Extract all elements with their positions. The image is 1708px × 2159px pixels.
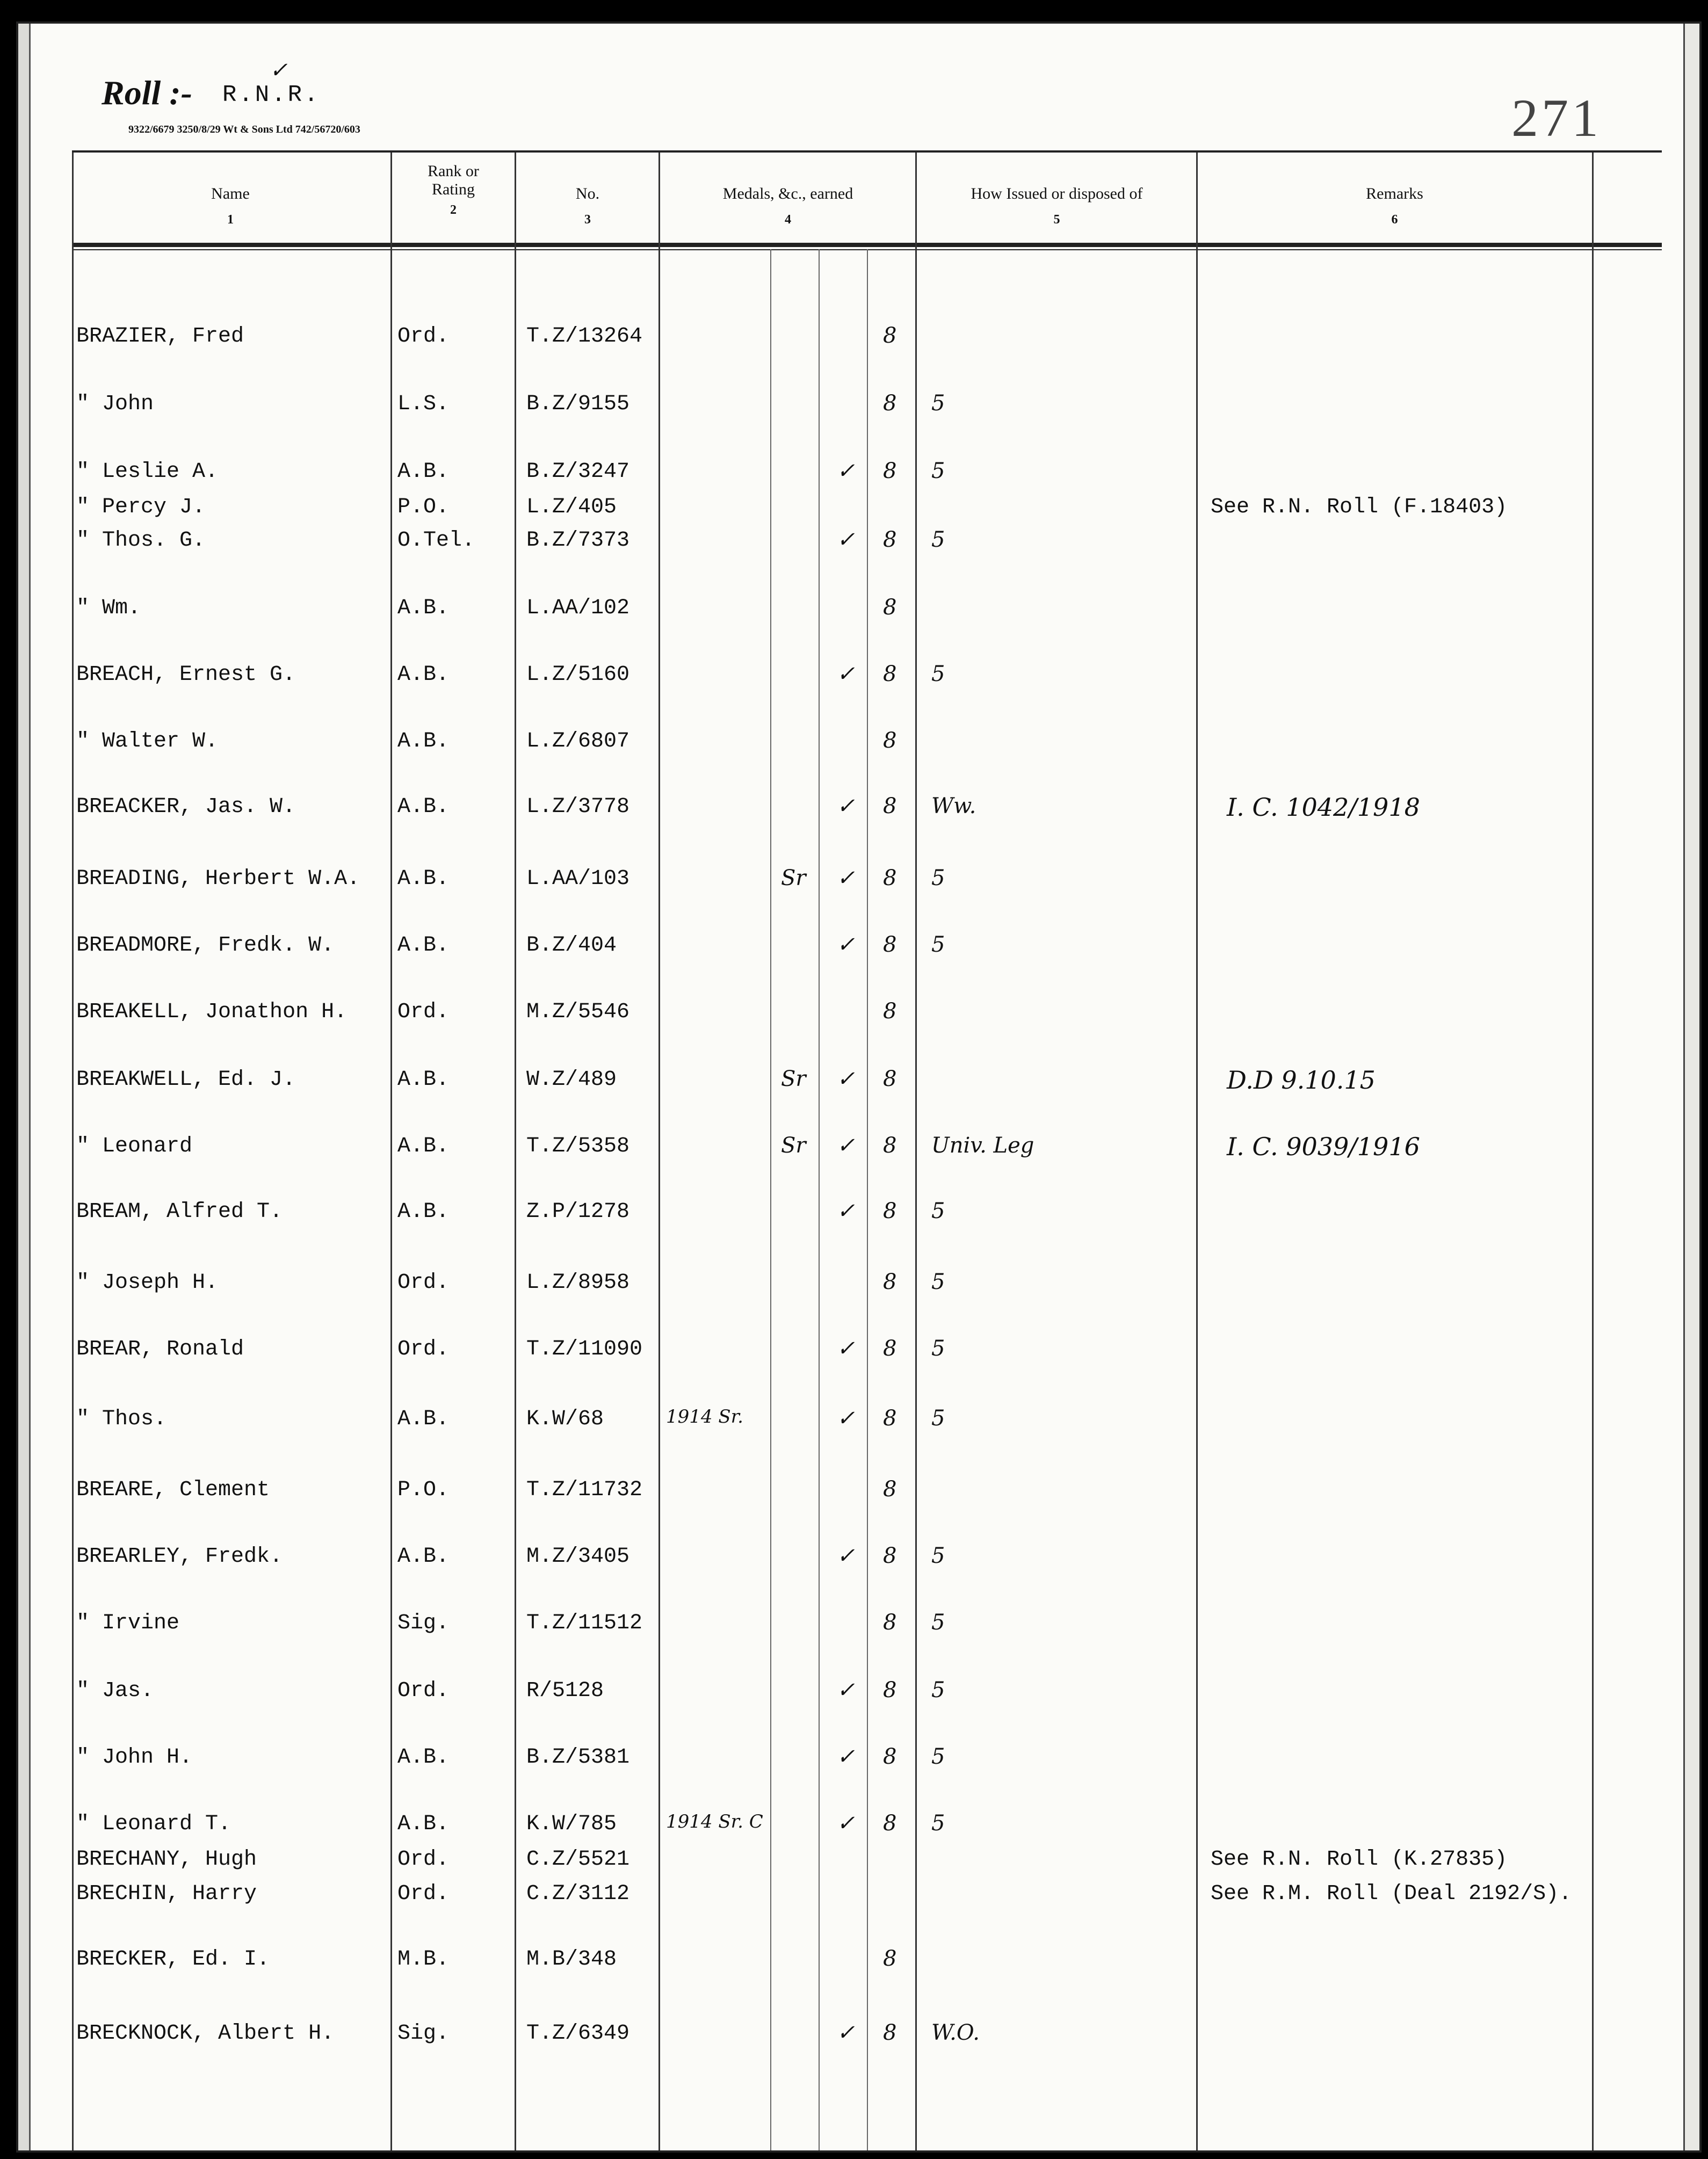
medal-star-mark: Sr (781, 1133, 806, 1158)
issued-note: Univ. Leg (931, 1133, 1034, 1158)
entrant-name: " Leslie A. (76, 460, 219, 484)
rank-rating: A.B. (397, 1545, 450, 1569)
medal-tick: ✓ (837, 2020, 855, 2045)
service-number: B.Z/9155 (526, 392, 630, 416)
medal-tick: ✓ (837, 1406, 855, 1431)
medal-class-mark: 8 (883, 794, 897, 818)
column-header-no (518, 185, 657, 229)
medal-star-note: 1914 Sr. (666, 1406, 743, 1428)
issued-note: 5 (931, 866, 945, 890)
column-header-medals (662, 185, 914, 229)
service-number: M.Z/5546 (526, 1000, 630, 1024)
rank-rating: Ord. (397, 1271, 450, 1295)
medal-star-mark: Sr (781, 866, 806, 890)
column-title: Medals, &c., earned (722, 185, 853, 202)
rank-rating: A.B. (397, 1812, 450, 1836)
medal-class-mark: 8 (883, 323, 897, 348)
entrant-name: BRAZIER, Fred (76, 324, 244, 349)
service-number: L.AA/102 (526, 596, 630, 620)
column-title: Name (211, 185, 250, 202)
entrant-name: BREAM, Alfred T. (76, 1200, 283, 1224)
entrant-name: " Leonard (76, 1134, 193, 1158)
medal-tick: ✓ (837, 1811, 855, 1836)
column-rule (1196, 153, 1198, 2150)
rank-rating: A.B. (397, 933, 450, 958)
medal-tick: ✓ (837, 1678, 855, 1702)
service-number: L.Z/6807 (526, 729, 630, 754)
rank-rating: A.B. (397, 795, 450, 819)
service-number: L.Z/3778 (526, 795, 630, 819)
rank-rating: A.B. (397, 1407, 450, 1431)
medal-class-mark: 8 (883, 1199, 897, 1223)
medal-class-mark: 8 (883, 1544, 897, 1568)
column-rule (390, 153, 392, 2150)
issued-note: 5 (931, 1544, 945, 1568)
service-number: B.Z/5381 (526, 1745, 630, 1770)
page-right-edge (1683, 24, 1701, 2150)
medal-subcolumn-rule (867, 249, 868, 2150)
rank-rating: A.B. (397, 460, 450, 484)
remark-typed: See R.N. Roll (F.18403) (1211, 495, 1508, 519)
entrant-name: " Wm. (76, 596, 141, 620)
entrant-name: " Thos. G. (76, 528, 206, 553)
rank-rating: A.B. (397, 1200, 450, 1224)
medal-class-mark: 8 (883, 866, 897, 890)
column-number: 3 (584, 213, 591, 227)
service-number: B.Z/7373 (526, 528, 630, 553)
medal-class-mark: 8 (883, 1336, 897, 1361)
service-number: T.Z/11732 (526, 1478, 643, 1502)
column-header-issued (918, 185, 1195, 229)
entrant-name: BREAKELL, Jonathon H. (76, 1000, 348, 1024)
rank-rating: P.O. (397, 495, 450, 519)
column-number: 1 (227, 213, 234, 227)
medal-tick: ✓ (837, 1067, 855, 1091)
ledger-page (16, 21, 1702, 2153)
medal-class-mark: 8 (883, 728, 897, 753)
remark-handwritten: D.D 9.10.15 (1227, 1066, 1376, 1095)
medal-class-mark: 8 (883, 1133, 897, 1158)
rank-rating: Ord. (397, 1882, 450, 1906)
column-title: How Issued or disposed of (971, 185, 1143, 202)
entrant-name: BREACKER, Jas. W. (76, 795, 296, 819)
issued-note: 5 (931, 1406, 945, 1431)
medal-class-mark: 8 (883, 527, 897, 552)
remark-typed: See R.M. Roll (Deal 2192/S). (1211, 1882, 1572, 1906)
medal-tick: ✓ (837, 527, 855, 552)
rank-rating: Ord. (397, 324, 450, 349)
issued-note: 5 (931, 459, 945, 483)
rank-rating: A.B. (397, 663, 450, 687)
column-number: 6 (1391, 213, 1398, 227)
rank-rating: Ord. (397, 1679, 450, 1703)
entrant-name: " Walter W. (76, 729, 219, 754)
column-number: 5 (1053, 213, 1060, 227)
column-number: 2 (450, 203, 457, 217)
page-binding-edge (18, 24, 31, 2150)
entrant-name: BREARE, Clement (76, 1478, 270, 1502)
medal-tick: ✓ (837, 459, 855, 483)
rank-rating: M.B. (397, 1947, 450, 1972)
entrant-name: BRECHIN, Harry (76, 1882, 257, 1906)
entrant-name: BRECKER, Ed. I. (76, 1947, 270, 1972)
medal-class-mark: 8 (883, 1610, 897, 1635)
entrant-name: " John H. (76, 1745, 193, 1770)
medal-star-note: 1914 Sr. C (666, 1811, 763, 1832)
header-top-rule (72, 150, 1662, 153)
medal-star-mark: Sr (781, 1067, 806, 1091)
medal-tick: ✓ (837, 1744, 855, 1769)
issued-note: 5 (931, 391, 945, 416)
rank-rating: Ord. (397, 1337, 450, 1361)
medal-class-mark: 8 (883, 391, 897, 416)
roll-value: R.N.R. (222, 82, 321, 108)
medal-class-mark: 8 (883, 1811, 897, 1836)
medal-tick: ✓ (837, 662, 855, 686)
rank-rating: Sig. (397, 1611, 450, 1635)
service-number: L.Z/8958 (526, 1271, 630, 1295)
column-rule (1592, 153, 1594, 2150)
service-number: T.Z/13264 (526, 324, 643, 349)
medal-tick: ✓ (837, 932, 855, 957)
issued-note: 5 (931, 1199, 945, 1223)
entrant-name: " Percy J. (76, 495, 206, 519)
entrant-name: " Leonard T. (76, 1812, 231, 1836)
medal-class-mark: 8 (883, 1678, 897, 1702)
medal-class-mark: 8 (883, 1270, 897, 1294)
rank-rating: Ord. (397, 1000, 450, 1024)
column-header-rank (394, 162, 512, 219)
column-title: No. (575, 185, 600, 202)
entrant-name: " Jas. (76, 1679, 154, 1703)
service-number: W.Z/489 (526, 1068, 617, 1092)
page-number: 271 (1511, 88, 1602, 148)
medal-class-mark: 8 (883, 1477, 897, 1502)
column-rule (915, 153, 917, 2150)
entrant-name: BREADMORE, Fredk. W. (76, 933, 335, 958)
rank-rating: A.B. (397, 1068, 450, 1092)
column-title: Rank or Rating (428, 162, 479, 198)
medal-class-mark: 8 (883, 459, 897, 483)
service-number: C.Z/3112 (526, 1882, 630, 1906)
issued-note: 5 (931, 1811, 945, 1836)
rank-rating: A.B. (397, 596, 450, 620)
entrant-name: " Joseph H. (76, 1271, 219, 1295)
rank-rating: P.O. (397, 1478, 450, 1502)
medal-class-mark: 8 (883, 662, 897, 686)
service-number: L.Z/5160 (526, 663, 630, 687)
medal-subcolumn-rule (770, 249, 771, 2150)
remark-typed: See R.N. Roll (K.27835) (1211, 1848, 1508, 1872)
issued-note: 5 (931, 1270, 945, 1294)
header-bottom-rule (72, 243, 1662, 247)
column-header-name (77, 185, 383, 229)
issued-note: 5 (931, 1678, 945, 1702)
medal-tick: ✓ (837, 1336, 855, 1361)
medal-tick: ✓ (837, 866, 855, 890)
rank-rating: A.B. (397, 1745, 450, 1770)
medal-class-mark: 8 (883, 1744, 897, 1769)
remark-handwritten: I. C. 9039/1916 (1227, 1132, 1420, 1161)
rank-rating: O.Tel. (397, 528, 475, 553)
rank-rating: Sig. (397, 2022, 450, 2046)
column-number: 4 (785, 213, 791, 227)
service-number: T.Z/6349 (526, 2022, 630, 2046)
entrant-name: BREACH, Ernest G. (76, 663, 296, 687)
service-number: L.Z/405 (526, 495, 617, 519)
tick-mark: ✓ (270, 58, 288, 83)
issued-note: 5 (931, 1744, 945, 1769)
medal-tick: ✓ (837, 1199, 855, 1223)
service-number: B.Z/404 (526, 933, 617, 958)
service-number: B.Z/3247 (526, 460, 630, 484)
medal-tick: ✓ (837, 1133, 855, 1158)
remark-handwritten: I. C. 1042/1918 (1227, 793, 1420, 822)
medal-class-mark: 8 (883, 1406, 897, 1431)
rank-rating: A.B. (397, 729, 450, 754)
service-number: Z.P/1278 (526, 1200, 630, 1224)
entrant-name: BRECHANY, Hugh (76, 1848, 257, 1872)
medal-tick: ✓ (837, 1544, 855, 1568)
rank-rating: Ord. (397, 1848, 450, 1872)
print-code: 9322/6679 3250/8/29 Wt & Sons Ltd 742/56720/603 (128, 124, 360, 135)
rank-rating: L.S. (397, 392, 450, 416)
service-number: M.B/348 (526, 1947, 617, 1972)
roll-label: Roll :- (102, 74, 192, 112)
issued-note: 5 (931, 527, 945, 552)
column-rule (515, 153, 516, 2150)
medal-subcolumn-rule (819, 249, 820, 2150)
entrant-name: BREARLEY, Fredk. (76, 1545, 283, 1569)
service-number: T.Z/11512 (526, 1611, 643, 1635)
service-number: L.AA/103 (526, 867, 630, 891)
issued-note: 5 (931, 932, 945, 957)
medal-class-mark: 8 (883, 1067, 897, 1091)
issued-note: 5 (931, 662, 945, 686)
service-number: T.Z/5358 (526, 1134, 630, 1158)
entrant-name: BREAKWELL, Ed. J. (76, 1068, 296, 1092)
medal-class-mark: 8 (883, 2020, 897, 2045)
column-rule (72, 153, 74, 2150)
medal-class-mark: 8 (883, 1946, 897, 1971)
service-number: C.Z/5521 (526, 1848, 630, 1872)
rank-rating: A.B. (397, 867, 450, 891)
medal-tick: ✓ (837, 794, 855, 818)
service-number: T.Z/11090 (526, 1337, 643, 1361)
issued-note: Ww. (931, 794, 976, 818)
issued-note: 5 (931, 1336, 945, 1361)
service-number: K.W/68 (526, 1407, 604, 1431)
entrant-name: BRECKNOCK, Albert H. (76, 2022, 335, 2046)
entrant-name: BREADING, Herbert W.A. (76, 867, 360, 891)
service-number: M.Z/3405 (526, 1545, 630, 1569)
issued-note: 5 (931, 1610, 945, 1635)
issued-note: W.O. (931, 2020, 980, 2045)
column-title: Remarks (1366, 185, 1423, 202)
entrant-name: BREAR, Ronald (76, 1337, 244, 1361)
medal-class-mark: 8 (883, 595, 897, 620)
service-number: R/5128 (526, 1679, 604, 1703)
column-header-remarks (1200, 185, 1589, 229)
entrant-name: " Thos. (76, 1407, 167, 1431)
entrant-name: " Irvine (76, 1611, 180, 1635)
rank-rating: A.B. (397, 1134, 450, 1158)
medal-class-mark: 8 (883, 999, 897, 1024)
column-rule (658, 153, 660, 2150)
service-number: K.W/785 (526, 1812, 617, 1836)
medal-class-mark: 8 (883, 932, 897, 957)
entrant-name: " John (76, 392, 154, 416)
